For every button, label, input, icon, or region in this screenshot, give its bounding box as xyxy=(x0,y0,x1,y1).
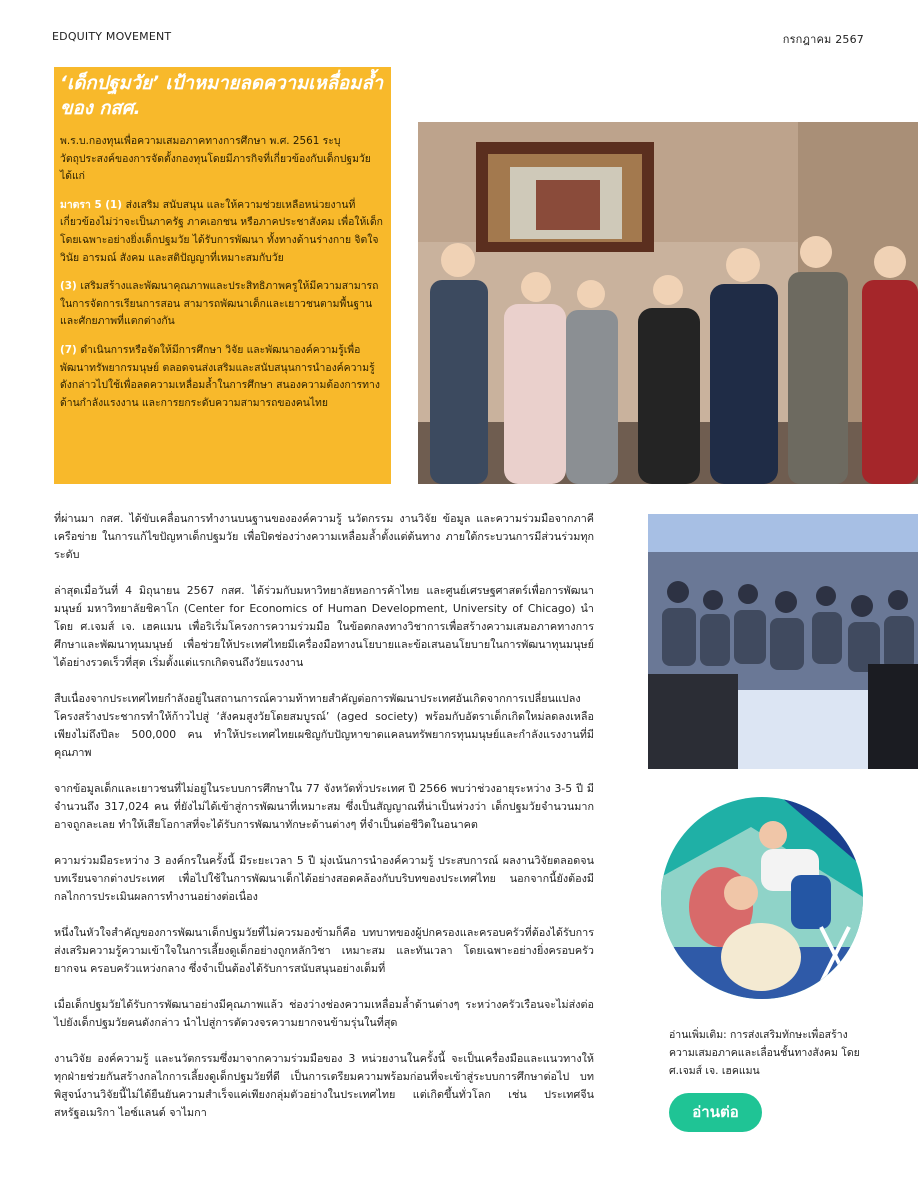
article-paragraph: ที่ผ่านมา กสศ. ได้ขับเคลื่อนการทำงานบนฐานขององค์ความรู้ นวัตกรรม งานวิจัย ข้อมูล และความร่วมมือจากภาคีเครือข่าย ในการแก้ไขปัญหาเด็กปฐมวัย เพื่อปิดช่องว่างความเหลื่อมล้ำตั้งแต่ต้นทาง ภายใต้กระบวนการมีส่วนร่วมทุกระดับ xyxy=(54,512,594,561)
sidebar-item xyxy=(60,278,385,331)
group-photo xyxy=(418,122,918,484)
sidebar-item-text: ดำเนินการหรือจัดให้มีการศึกษา วิจัย และพัฒนาองค์ความรู้เพื่อพัฒนาทรัพยากรมนุษย์ ตลอดจนส่งเสริมและสนับสนุนการนำองค์ความรู้ดังกล่าวไปใช้เพื่อลดความเหลื่อมล้ำในการศึกษา สนองความต้องการทางด้านกำลังแรงงาน และการยกระดับความสามารถของคนไทย xyxy=(60,343,380,409)
sidebar-intro: พ.ร.บ.กองทุนเพื่อความเสมอภาคทางการศึกษา พ.ศ. 2561 ระบุวัตถุประสงค์ของการจัดตั้งกองทุนโดยมีภารกิจที่เกี่ยวข้องกับเด็กปฐมวัย ได้แก่ xyxy=(60,135,371,183)
sidebar-box xyxy=(54,67,391,484)
article-paragraph: เมื่อเด็กปฐมวัยได้รับการพัฒนาอย่างมีคุณภาพแล้ว ช่องว่างช่องความเหลื่อมล้ำด้านต่างๆ ระหว่างครัวเรือนจะไม่ส่งต่อไปยังเด็กปฐมวัยคนดังกล่าว นำไปสู่การตัดวงจรความยากจนข้ามรุ่นในที่สุด xyxy=(54,998,594,1029)
publication-name: EDQUITY MOVEMENT xyxy=(52,30,172,43)
read-more-illustration xyxy=(661,797,863,999)
audience-photo xyxy=(648,514,918,769)
article-paragraph: จากข้อมูลเด็กและเยาวชนที่ไม่อยู่ในระบบการศึกษาใน 77 จังหวัดทั่วประเทศ ปี 2566 พบว่าช่วงอายุระหว่าง 3-5 ปี มีจำนวนถึง 317,024 คน ที่ยังไม่ได้เข้าสู่การพัฒนาที่เหมาะสม ซึ่งเป็นสัญญาณที่น่าเป็นห่วงว่า เด็กปฐมวัยจำนวนมากอาจถูกละเลย ทำให้เสียโอกาสที่จะได้รับการพัฒนาทักษะด้านต่างๆ ที่จำเป็นต่อชีวิตในอนาคต xyxy=(54,782,594,831)
article-paragraph: หนึ่งในหัวใจสำคัญของการพัฒนาเด็กปฐมวัยที่ไม่ควรมองข้ามก็คือ บทบาทของผู้ปกครองและครอบครัวที่ต้องได้รับการส่งเสริมความรู้ความเข้าใจในการเลี้ยงดูเด็กอย่างถูกหลักวิชา เหมาะสม และทันเวลา โดยเฉพาะอย่างยิ่งครอบครัวยากจน ครอบครัวแหว่งกลาง ซึ่งจำเป็นต้องได้รับการสนับสนุนอย่างเต็มที่ xyxy=(54,926,594,975)
sidebar-item-label: มาตรา 5 (1) xyxy=(60,198,123,211)
read-more-caption: อ่านเพิ่มเติม: การส่งเสริมทักษะเพื่อสร้างความเสมอภาคและเลื่อนชั้นทางสังคม โดย ศ.เจมส์ เจ. เฮคแมน xyxy=(669,1029,860,1077)
sidebar-item-label: (3) xyxy=(60,280,77,293)
sidebar-item xyxy=(60,342,385,412)
audience-photo-image xyxy=(648,514,918,769)
article-paragraph: งานวิจัย องค์ความรู้ และนวัตกรรมซึ่งมาจากความร่วมมือของ 3 หน่วยงานในครั้งนี้ จะเป็นเครื่องมือและแนวทางให้ทุกฝ่ายช่วยกันสร้างกลไกการเลี้ยงดูเด็กปฐมวัยที่ดี เป็นการเตรียมความพร้อมก่อนที่จะเข้าสู่ระบบการศึกษาต่อไป บทพิสูจน์งานวิจัยนี้ไม่ได้ยืนยันความสำเร็จแค่เพียงกลุ่มตัวอย่างในประเทศไทย แต่เกิดขึ้นทั่วโลก เช่น ประเทศจีน สหรัฐอเมริกา ไอซ์แลนด์ จาไมกา xyxy=(54,1052,594,1119)
sidebar-title: ‘เด็กปฐมวัย’ เป้าหมายลดความเหลื่อมล้ำของ กสศ. xyxy=(60,73,384,119)
page-header xyxy=(52,30,864,46)
read-more-button[interactable]: อ่านต่อ xyxy=(669,1093,762,1132)
sidebar-item xyxy=(60,197,385,267)
sidebar-item-label: (7) xyxy=(60,343,77,356)
sidebar-item-text: เสริมสร้างและพัฒนาคุณภาพและประสิทธิภาพครูให้มีความสามารถในการจัดการเรียนการสอน สามารถพัฒนาเด็กและเยาวชนตามพื้นฐานและศักยภาพที่แตกต่างกัน xyxy=(60,280,379,328)
sidebar-item-text: ส่งเสริม สนับสนุน และให้ความช่วยเหลือหน่วยงานที่เกี่ยวข้องไม่ว่าจะเป็นภาครัฐ ภาคเอกชน หรือภาคประชาสังคม เพื่อให้เด็ก โดยเฉพาะอย่างยิ่งเด็กปฐมวัย ได้รับการพัฒนา ทั้งทางด้านร่างกาย จิตใจ วินัย อารมณ์ สังคม และสติปัญญาที่เหมาะสมกับวัย xyxy=(60,198,383,264)
parent-child-illustration xyxy=(661,797,863,999)
group-photo-image xyxy=(418,122,918,484)
article-paragraph: สืบเนื่องจากประเทศไทยกำลังอยู่ในสถานการณ์ความท้าทายสำคัญต่อการพัฒนาประเทศอันเกิดจากการเปลี่ยนแปลงโครงสร้างประชากรทำให้ก้าวไปสู่ ‘สังคมสูงวัยโดยสมบูรณ์’ (aged society) พร้อมกับอัตราเด็กเกิดใหม่ลดลงเหลือเพียงไม่ถึงปีละ 500,000 คน ทำให้ประเทศไทยเผชิญกับปัญหาขาดแคลนทรัพยากรทุนมนุษย์และกำลังแรงงานที่มีคุณภาพ xyxy=(54,692,594,759)
issue-date: กรกฎาคม 2567 xyxy=(782,33,864,46)
article-paragraph: ความร่วมมือระหว่าง 3 องค์กรในครั้งนี้ มีระยะเวลา 5 ปี มุ่งเน้นการนำองค์ความรู้ ประสบการณ์ ผลงานวิจัยตลอดจนบทเรียนจากต่างประเทศ เพื่อไปใช้ในการพัฒนาเด็กได้อย่างสอดคล้องกับบริบทของประเทศไทย นอกจากนี้ยังต้องมีกลไกการประเมินผลการทำงานอย่างต่อเนื่อง xyxy=(54,854,594,903)
article-paragraph: ล่าสุดเมื่อวันที่ 4 มิถุนายน 2567 กสศ. ได้ร่วมกับมหาวิทยาลัยหอการค้าไทย และศูนย์เศรษฐศาสตร์เพื่อการพัฒนามนุษย์ มหาวิทยาลัยชิคาโก (Center for Economics of Human Development, University of Chicago) นำโดย ศ.เจมส์ เจ. เฮคแมน เพื่อริเริ่มโครงการความร่วมมือ ในข้อตกลงทางวิชาการเพื่อสร้างความเสมอภาคทางการศึกษาและพัฒนาทุนมนุษย์ เพื่อช่วยให้ประเทศไทยมีเครื่องมือทางนโยบายและข้อเสนอนโยบายในการพัฒนาทุนมนุษย์ได้อย่างรวดเร็วที่สุด เริ่มตั้งแต่แรกเกิดจนถึงวัยแรงงาน xyxy=(54,584,594,669)
article-body xyxy=(54,510,594,1140)
